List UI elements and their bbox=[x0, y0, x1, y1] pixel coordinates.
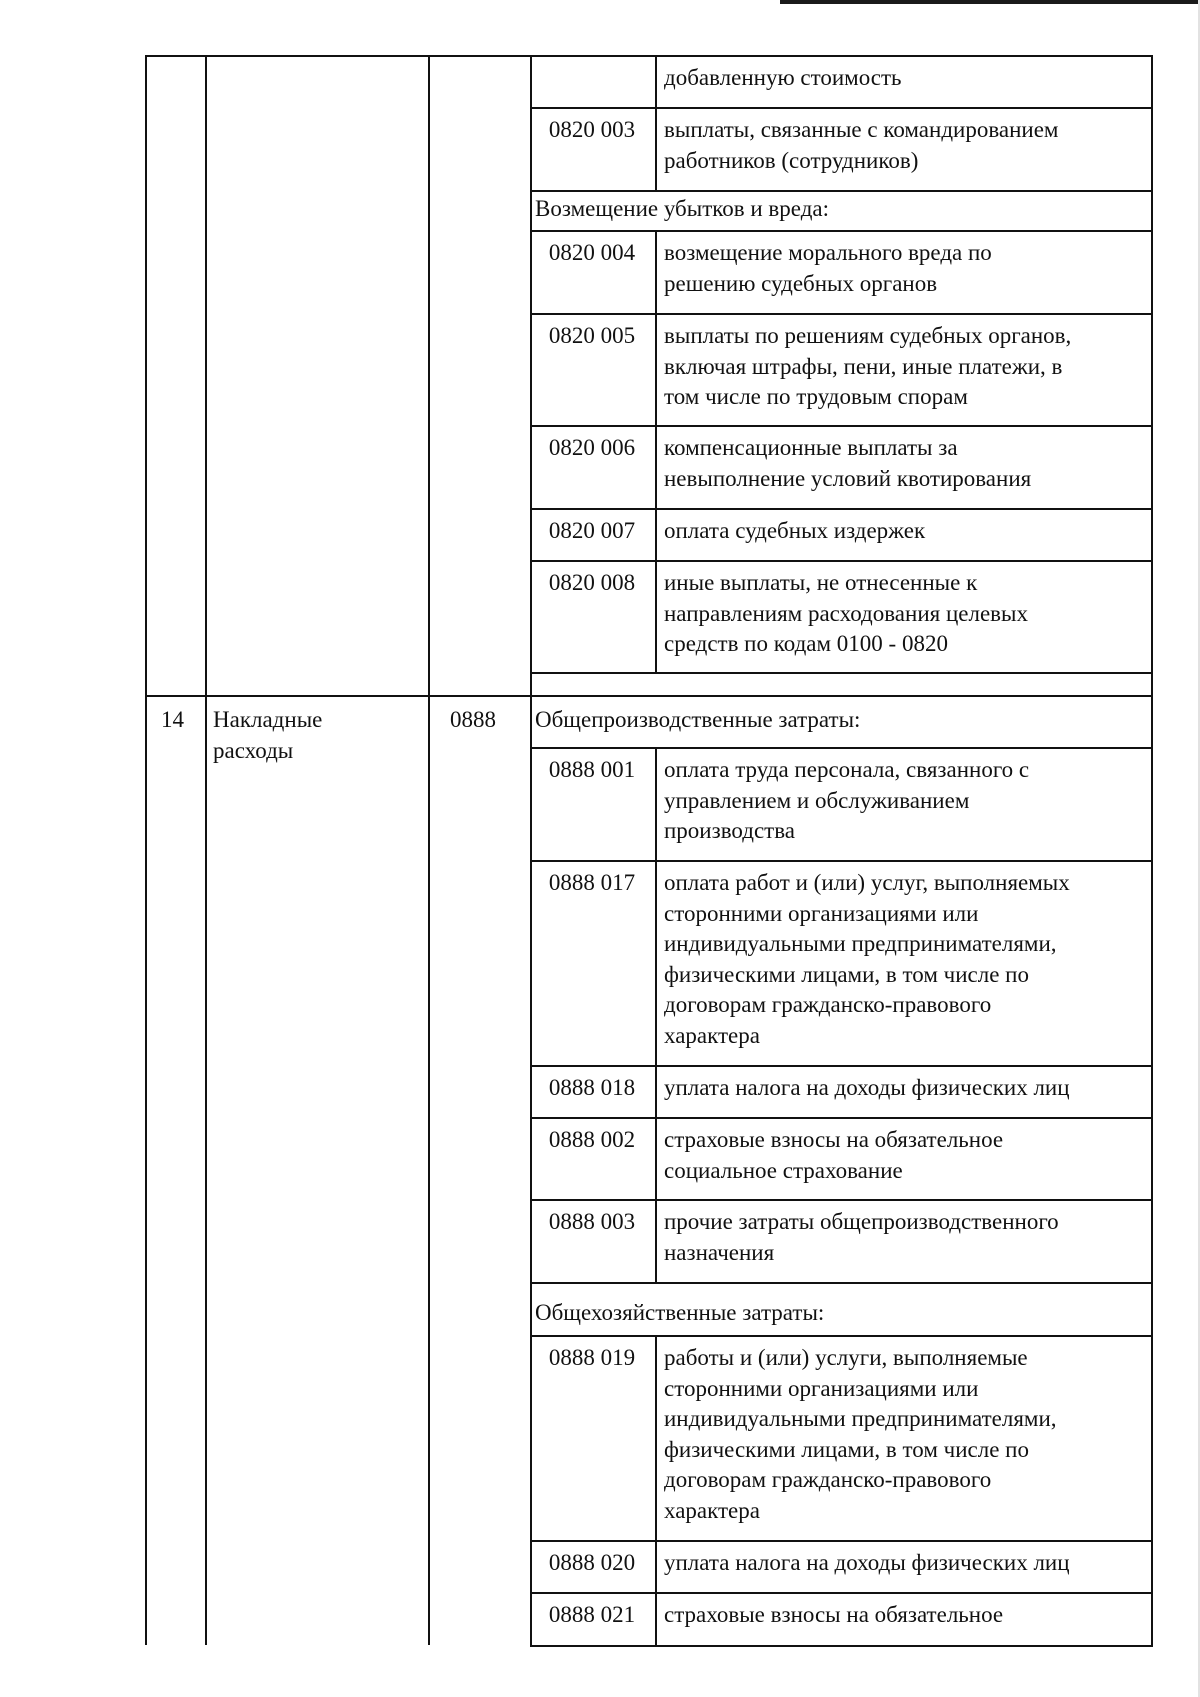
item-description-line: направлениям расходования целевых bbox=[664, 600, 1028, 626]
item-row-border bbox=[530, 508, 1153, 510]
item-description-line: характера bbox=[664, 1497, 760, 1523]
item-description-line: оплата труда персонала, связанного с bbox=[664, 757, 1030, 782]
item-description-line: физическими лицами, в том числе по bbox=[664, 961, 1029, 987]
item-description-line: том числе по трудовым спорам bbox=[664, 384, 968, 409]
item-description-line: включая штрафы, пени, иные платежи, в bbox=[664, 353, 1063, 379]
header-bottom-general-production bbox=[530, 747, 1153, 749]
item-code-divider bbox=[655, 747, 657, 860]
item-code: 0888 003 bbox=[548, 1209, 636, 1234]
column-divider-name bbox=[205, 55, 207, 1645]
item-row-border bbox=[530, 1199, 1153, 1201]
item-row-border bbox=[530, 560, 1153, 562]
item-description-line: решению судебных органов bbox=[664, 270, 938, 296]
group-header-damages: Возмещение убытков и вреда: bbox=[535, 196, 830, 221]
item-description-line: страховые взносы на обязательное bbox=[664, 1602, 1004, 1627]
item-description-line: договорам гражданско-правового bbox=[664, 1467, 992, 1492]
item-description-line: иные выплаты, не отнесенные к bbox=[664, 570, 978, 595]
item-description-line: назначения bbox=[664, 1239, 775, 1265]
row-name-line2: расходы bbox=[213, 737, 294, 763]
item-code-divider bbox=[655, 1199, 657, 1282]
item-description-line: управлением и обслуживанием bbox=[664, 787, 970, 813]
table-border-right bbox=[1151, 55, 1153, 1645]
item-description-line: оплата работ и (или) услуг, выполняемых bbox=[664, 870, 1070, 895]
item-code: 0820 008 bbox=[548, 570, 636, 595]
group-header-general-business: Общехозяйственные затраты: bbox=[535, 1300, 825, 1325]
item-description-line: оплата судебных издержек bbox=[664, 518, 926, 543]
item-code: 0820 007 bbox=[548, 518, 636, 543]
item-code: 0888 019 bbox=[548, 1345, 636, 1370]
item-row-border bbox=[530, 860, 1153, 862]
item-row-border bbox=[530, 1592, 1153, 1594]
item-row-border bbox=[530, 672, 1153, 674]
item-description-line: характера bbox=[664, 1022, 760, 1048]
item-code: 0820 006 bbox=[548, 435, 636, 460]
row-code: 0888 bbox=[450, 707, 496, 732]
item-code-divider bbox=[655, 1540, 657, 1592]
item-code-divider bbox=[655, 230, 657, 313]
item-row-border bbox=[530, 1282, 1153, 1284]
column-divider-code bbox=[428, 55, 430, 1645]
item-code-divider bbox=[655, 425, 657, 508]
item-description-line: компенсационные выплаты за bbox=[664, 435, 958, 460]
group-header-general-production: Общепроизводственные затраты: bbox=[535, 707, 861, 732]
table-border-left bbox=[145, 55, 147, 1645]
item-code-divider bbox=[655, 1335, 657, 1540]
item-code: 0820 005 bbox=[548, 323, 636, 348]
item-row-border bbox=[530, 425, 1153, 427]
item-description-line: договорам гражданско-правового bbox=[664, 992, 992, 1017]
item-code: 0888 001 bbox=[548, 757, 636, 782]
item-description-line: уплата налога на доходы физических лиц bbox=[664, 1550, 1070, 1575]
item-code-divider bbox=[655, 1592, 657, 1645]
row-name-line1: Накладные bbox=[213, 707, 323, 732]
item-description-line: возмещение морального вреда по bbox=[664, 240, 992, 265]
item-code-divider bbox=[655, 860, 657, 1065]
item-row-border bbox=[530, 1540, 1153, 1542]
item-code-divider bbox=[655, 107, 657, 190]
item-code: 0888 021 bbox=[548, 1602, 636, 1627]
header-bottom-general-business bbox=[530, 1335, 1153, 1337]
header-bottom-damages bbox=[530, 230, 1153, 232]
item-description-line: добавленную стоимость bbox=[664, 65, 902, 90]
scan-edge-shade bbox=[780, 0, 1200, 4]
item-description-line: невыполнение условий квотирования bbox=[664, 465, 1032, 491]
item-description-line: выплаты по решениям судебных органов, bbox=[664, 323, 1072, 348]
item-description-line: индивидуальными предпринимателями, bbox=[664, 1406, 1057, 1431]
item-code: 0888 002 bbox=[548, 1127, 636, 1152]
item-code-divider bbox=[655, 1117, 657, 1199]
item-row-border bbox=[530, 190, 1153, 192]
row-number: 14 bbox=[161, 707, 184, 732]
item-code-divider bbox=[655, 55, 657, 107]
item-description-line: выплаты, связанные с командированием bbox=[664, 117, 1059, 142]
item-description-line: работников (сотрудников) bbox=[664, 147, 919, 173]
item-description-line: сторонними организациями или bbox=[664, 900, 979, 926]
item-code: 0888 020 bbox=[548, 1550, 636, 1575]
item-code: 0888 017 bbox=[548, 870, 636, 895]
item-code-divider bbox=[655, 560, 657, 672]
item-description-line: индивидуальными предпринимателями, bbox=[664, 931, 1057, 956]
item-code: 0888 018 bbox=[548, 1075, 636, 1100]
item-description-line: средств по кодам 0100 - 0820 bbox=[664, 631, 948, 656]
item-row-border bbox=[530, 1117, 1153, 1119]
item-description-line: уплата налога на доходы физических лиц bbox=[664, 1075, 1070, 1100]
item-code: 0820 004 bbox=[548, 240, 636, 265]
item-code-divider bbox=[655, 1065, 657, 1117]
item-code-divider bbox=[655, 313, 657, 425]
item-code-divider bbox=[655, 508, 657, 560]
item-description-line: прочие затраты общепроизводственного bbox=[664, 1209, 1059, 1234]
row-separator-14 bbox=[145, 695, 1153, 697]
item-description-line: производства bbox=[664, 818, 795, 843]
item-description-line: работы и (или) услуги, выполняемые bbox=[664, 1345, 1028, 1370]
column-divider-subtable bbox=[530, 55, 532, 1645]
item-description-line: страховые взносы на обязательное bbox=[664, 1127, 1004, 1152]
item-row-border bbox=[530, 107, 1153, 109]
item-row-border bbox=[530, 1065, 1153, 1067]
item-row-border bbox=[530, 313, 1153, 315]
row-name bbox=[213, 705, 322, 766]
item-description-line: физическими лицами, в том числе по bbox=[664, 1436, 1029, 1462]
item-description-line: сторонними организациями или bbox=[664, 1375, 979, 1401]
item-code: 0820 003 bbox=[548, 117, 636, 142]
item-description-line: социальное страхование bbox=[664, 1157, 903, 1183]
budget-code-table bbox=[145, 55, 1151, 1645]
table-border-top bbox=[145, 55, 1153, 57]
item-row-border bbox=[530, 1645, 1153, 1647]
